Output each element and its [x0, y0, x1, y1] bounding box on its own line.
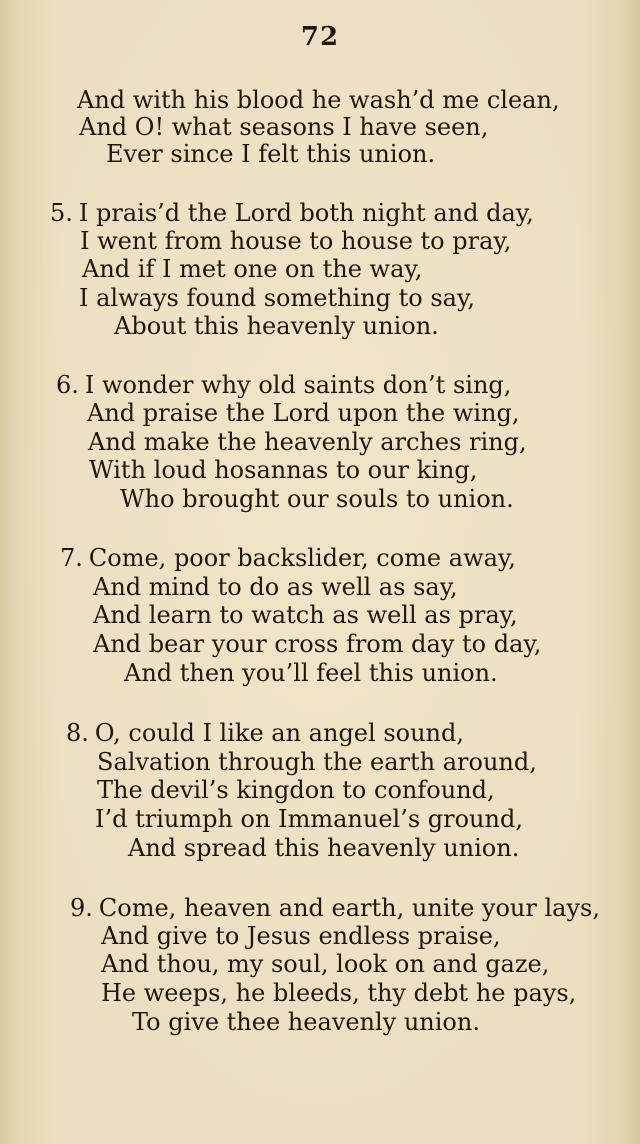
verse-line: And thou, my soul, look on and gaze, [101, 950, 550, 978]
verse-line: And make the heavenly arches ring, [88, 428, 527, 456]
verse-number: 7. [60, 544, 83, 572]
verse-line: And then you’ll feel this union. [124, 659, 498, 687]
verse-line: And give to Jesus endless praise, [101, 922, 501, 950]
verse-line: And if I met one on the way, [82, 255, 423, 283]
verse-line: And O! what seasons I have seen, [79, 113, 489, 141]
verse-line: I always found something to say, [79, 284, 475, 312]
verse-line: I went from house to house to pray, [80, 227, 512, 255]
verse-line: Come, poor backslider, come away, [88, 544, 516, 572]
verse-line: Who brought our souls to union. [120, 485, 514, 513]
verse-line: The devil’s kingdon to confound, [97, 776, 495, 804]
verse-first-line [56, 371, 511, 399]
verse-line: Come, heaven and earth, unite your lays, [98, 894, 600, 922]
verse-line: And mind to do as well as say, [93, 573, 458, 601]
verse-number: 8. [66, 719, 89, 747]
verse-line: And with his blood he wash’d me clean, [77, 86, 560, 114]
verse-line: I prais’d the Lord both night and day, [78, 199, 534, 227]
verse-first-line [60, 544, 516, 572]
verse-number: 9. [70, 894, 93, 922]
verse-line: And bear your cross from day to day, [93, 630, 542, 658]
verse-line: About this heavenly union. [114, 312, 439, 340]
verse-number: 5. [50, 199, 73, 227]
verse-line: I wonder why old saints don’t sing, [84, 371, 512, 399]
verse-line: O, could I like an angel sound, [94, 719, 464, 747]
verse-line: And praise the Lord upon the wing, [87, 399, 520, 427]
verse-first-line [70, 894, 600, 922]
verse-line: He weeps, he bleeds, thy debt he pays, [101, 979, 577, 1007]
verse-line: With loud hosannas to our king, [89, 456, 478, 484]
verse-line: Salvation through the earth around, [97, 748, 537, 776]
verse-line: To give thee heavenly union. [132, 1008, 480, 1036]
verse-first-line [66, 719, 464, 747]
verse-line: And learn to watch as well as pray, [93, 601, 518, 629]
verse-first-line [50, 199, 534, 227]
page-number: 72 [300, 22, 340, 52]
verse-line: Ever since I felt this union. [106, 140, 436, 168]
verse-number: 6. [56, 371, 79, 399]
verse-line: I’d triumph on Immanuel’s ground, [95, 805, 523, 833]
verse-line: And spread this heavenly union. [128, 834, 520, 862]
